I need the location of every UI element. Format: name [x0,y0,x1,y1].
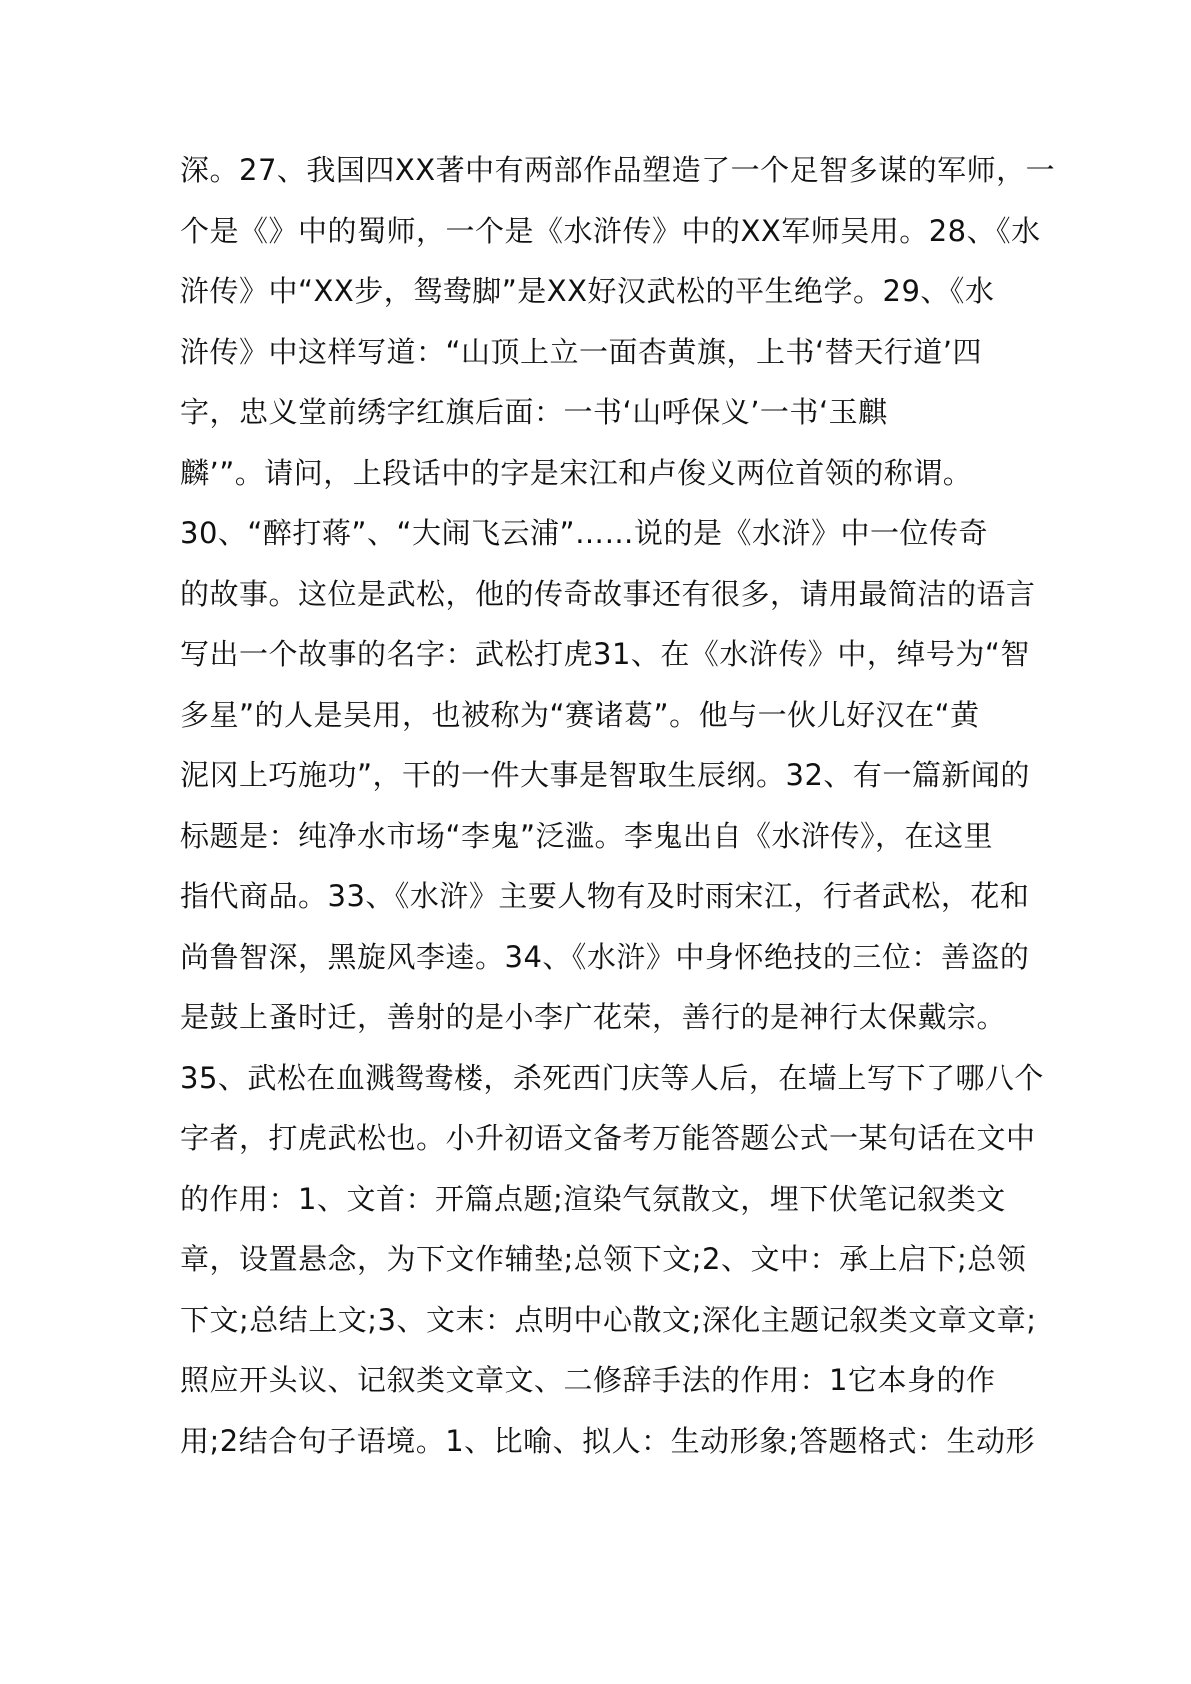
text-line: 35、武松在血溅鸳鸯楼，杀死西门庆等人后，在墙上写下了哪八个 [180,1060,1044,1095]
document-body-text [180,140,1056,1471]
text-line: 的作用：1、文首：开篇点题;渲染气氛散文，埋下伏笔记叙类文 [180,1181,1006,1216]
text-line: 指代商品。33、《水浒》主要人物有及时雨宋江，行者武松，花和 [180,879,1030,913]
text-line: 深。27、我国四XX著中有两部作品塑造了一个足智多谋的军师，一 [180,153,1056,187]
text-line: 用;2结合句子语境。1、比喻、拟人：生动形象;答题格式：生动形 [180,1423,1035,1458]
text-line: 字者，打虎武松也。小升初语文备考万能答题公式一某句话在文中 [180,1121,1036,1155]
text-line: 照应开头议、记叙类文章文、二修辞手法的作用：1它本身的作 [180,1363,996,1397]
text-line: 是鼓上蚤时迁，善射的是小李广花荣，善行的是神行太保戴宗。 [180,1000,1007,1034]
text-line: 标题是：纯净水市场“李鬼”泛滥。李鬼出自《水浒传》，在这里 [180,818,994,853]
text-line: 写出一个故事的名字：武松打虎31、在《水浒传》中，绰号为“智 [180,637,1030,671]
text-line: 浒传》中这样写道：“山顶上立一面杏黄旗，上书‘替天行道’四 [180,334,982,369]
text-line: 浒传》中“XX步，鸳鸯脚”是XX好汉武松的平生绝学。29、《水 [180,274,995,308]
text-line: 尚鲁智深，黑旋风李逵。34、《水浒》中身怀绝技的三位：善盗的 [180,939,1030,974]
text-line: 泥冈上巧施功”，干的一件大事是智取生辰纲。32、有一篇新闻的 [180,758,1030,792]
text-line: 30、“醉打蒋”、“大闹飞云浦”……说的是《水浒》中一位传奇 [180,516,988,550]
text-line: 多星”的人是吴用，也被称为“赛诸葛”。他与一伙儿好汉在“黄 [180,697,980,732]
text-line: 字，忠义堂前绣字红旗后面：一书‘山呼保义’一书‘玉麒 [180,395,888,429]
text-line: 下文;总结上文;3、文末：点明中心散文;深化主题记叙类文章文章; [180,1302,1037,1337]
text-line: 的故事。这位是武松，他的传奇故事还有很多，请用最简洁的语言 [180,576,1036,611]
text-line: 麟’”。请问，上段话中的字是宋江和卢俊义两位首领的称谓。 [180,455,973,490]
text-line: 章，设置悬念，为下文作辅垫;总领下文;2、文中：承上启下;总领 [180,1242,1027,1276]
text-line: 个是《》中的蜀师，一个是《水浒传》中的XX军师吴用。28、《水 [180,213,1041,248]
